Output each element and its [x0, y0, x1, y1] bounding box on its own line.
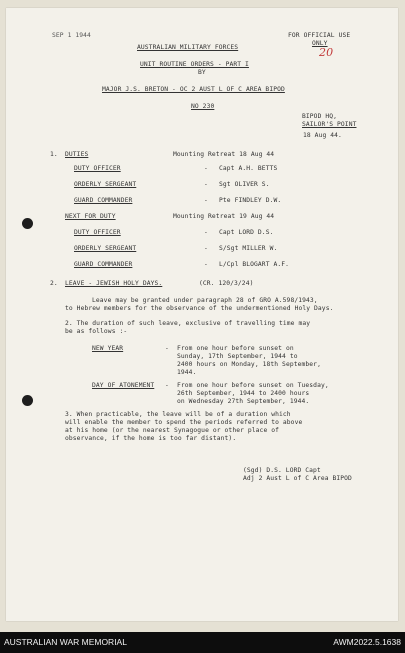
- paragraph-line: at his home (or the nearest Synagogue or other place of: [65, 427, 280, 434]
- duties-heading: DUTIES: [65, 151, 89, 158]
- paragraph-line: observance, if the home is too far distant).: [65, 435, 237, 442]
- duty-name: Sgt OLIVER S.: [219, 181, 270, 188]
- duty-dash: -: [204, 197, 208, 204]
- duty-name: L/Cpl BLOGART A.F.: [219, 261, 290, 268]
- official-use-line2: ONLY: [312, 40, 328, 47]
- mounting-retreat-2: Mounting Retreat 19 Aug 44: [173, 213, 275, 220]
- paragraph-line: 3. When practicable, the leave will be of a duration which: [65, 411, 291, 418]
- atonement-line: From one hour before sunset on Tuesday,: [177, 382, 329, 389]
- paragraph-line: Leave may be granted under paragraph 28 of GRO A.598/1943,: [92, 297, 318, 304]
- new-year-dash: -: [165, 345, 169, 352]
- leave-heading: LEAVE - JEWISH HOLY DAYS.: [65, 280, 163, 287]
- paragraph-line: to Hebrew members for the observance of the undermentioned Holy Days.: [65, 305, 334, 312]
- duty-name: S/Sgt MILLER W.: [219, 245, 278, 252]
- signature-title: Adj 2 Aust L of C Area BIPOD: [243, 475, 352, 482]
- footer-institution: AUSTRALIAN WAR MEMORIAL: [4, 637, 127, 647]
- paragraph-line: will enable the member to spend the periods referred to above: [65, 419, 303, 426]
- new-year-line: 2400 hours on Monday, 18th September,: [177, 361, 321, 368]
- duties-number: 1.: [50, 151, 58, 158]
- duty-dash: -: [204, 181, 208, 188]
- next-for-duty-label: NEXT FOR DUTY: [65, 213, 116, 220]
- duty-dash: -: [204, 229, 208, 236]
- document-subtitle: UNIT ROUTINE ORDERS - PART I: [140, 61, 249, 68]
- atonement-line: 26th September, 1944 to 2400 hours: [177, 390, 310, 397]
- duty-role: GUARD COMMANDER: [74, 261, 133, 268]
- hq-line1: BIPOD HQ,: [302, 113, 338, 120]
- document-title: AUSTRALIAN MILITARY FORCES: [137, 44, 239, 51]
- new-year-label: NEW YEAR: [92, 345, 124, 352]
- leave-reference: (CR. 120/3/24): [199, 280, 254, 287]
- order-number: NO 230: [191, 103, 215, 110]
- duty-role: ORDERLY SERGEANT: [74, 245, 137, 252]
- footer-bar: [0, 632, 405, 653]
- paragraph-line: 2. The duration of such leave, exclusive of travelling time may: [65, 320, 311, 327]
- mounting-retreat-1: Mounting Retreat 18 Aug 44: [173, 151, 275, 158]
- document-page: [6, 8, 398, 621]
- duty-role: ORDERLY SERGEANT: [74, 181, 137, 188]
- signature-line: (Sgd) D.S. LORD Capt: [243, 467, 321, 474]
- official-use-line1: FOR OFFICIAL USE: [288, 32, 351, 39]
- duty-name: Pte FINDLEY D.W.: [219, 197, 282, 204]
- duty-name: Capt A.H. BETTS: [219, 165, 278, 172]
- margin-note: SEP 1 1944: [52, 32, 91, 39]
- duty-role: DUTY OFFICER: [74, 165, 121, 172]
- new-year-line: Sunday, 17th September, 1944 to: [177, 353, 298, 360]
- duty-dash: -: [204, 165, 208, 172]
- atonement-line: on Wednesday 27th September, 1944.: [177, 398, 310, 405]
- paragraph-line: be as follows :-: [65, 328, 128, 335]
- by-label: BY: [198, 69, 206, 76]
- commander-line: MAJOR J.S. BRETON - OC 2 AUST L OF C AREA BIPOD: [102, 86, 285, 93]
- atonement-dash: -: [165, 382, 169, 389]
- atonement-label: DAY OF ATONEMENT: [92, 382, 155, 389]
- page-number-mark: 20: [319, 46, 334, 59]
- duty-dash: -: [204, 261, 208, 268]
- duty-name: Capt LORD D.S.: [219, 229, 274, 236]
- new-year-line: From one hour before sunset on: [177, 345, 294, 352]
- duty-role: DUTY OFFICER: [74, 229, 121, 236]
- new-year-line: 1944.: [177, 369, 197, 376]
- punch-hole: [22, 395, 33, 406]
- punch-hole: [22, 218, 33, 229]
- footer-accession-number: AWM2022.5.1638: [333, 637, 401, 647]
- duty-role: GUARD COMMANDER: [74, 197, 133, 204]
- hq-line2: SAILOR'S POINT: [302, 121, 357, 128]
- leave-number: 2.: [50, 280, 58, 287]
- duty-dash: -: [204, 245, 208, 252]
- order-date: 18 Aug 44.: [303, 132, 342, 139]
